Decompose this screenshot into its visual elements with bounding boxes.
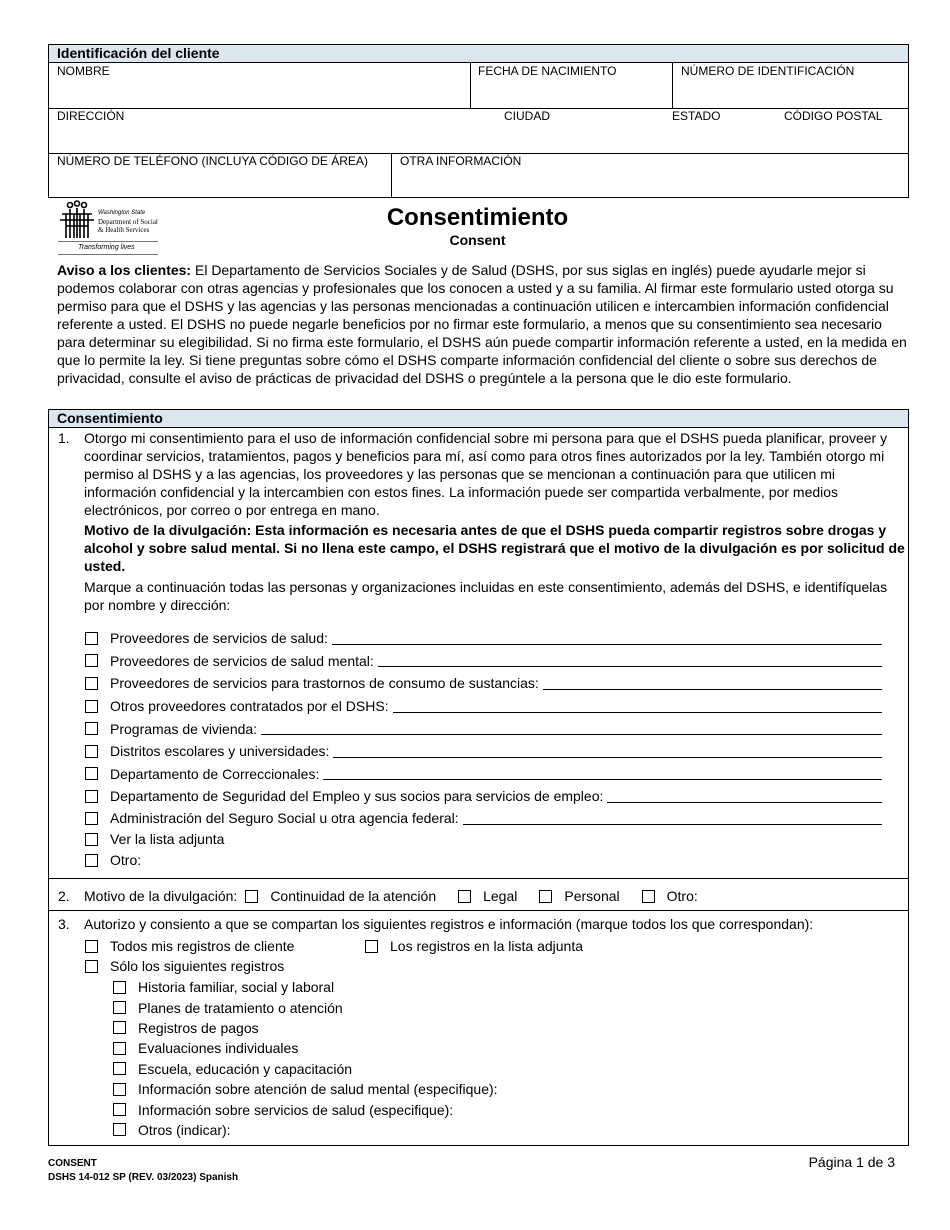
divider [672,63,673,109]
item1-number: 1. [58,430,70,446]
record-type-checkbox[interactable] [113,1021,126,1034]
record-type-checkbox[interactable] [113,1042,126,1055]
id-number-field[interactable] [678,80,903,106]
other-reason-label: Otro: [666,888,698,904]
zip-label: CÓDIGO POSTAL [784,109,883,123]
recipient-fill-line[interactable] [378,654,882,667]
divider [48,910,909,911]
other-info-label: OTRA INFORMACIÓN [400,154,522,168]
personal-label: Personal [564,888,620,904]
item3-text: Autorizo y consiento a que se compartan los siguientes registros e información (marque todos los que correspondan): [84,916,814,932]
name-field[interactable] [54,80,464,106]
recipient-fill-line[interactable] [607,790,882,803]
disclosure-reason-row [84,887,698,905]
dob-label: FECHA DE NACIMIENTO [478,64,617,78]
recipient-option [85,808,882,829]
record-type-checkbox[interactable] [113,1001,126,1014]
disclosure-reason-label: Motivo de la divulgación: [84,888,238,904]
legal-label: Legal [483,888,518,904]
recipient-list [85,627,882,871]
state-label: ESTADO [672,109,721,123]
record-type-option [113,997,498,1017]
recipient-checkbox[interactable] [85,833,98,846]
record-type-label: Historia familiar, social y laboral [138,979,335,996]
recipient-fill-line[interactable] [261,722,882,735]
address-field[interactable] [54,124,903,150]
recipient-checkbox[interactable] [85,745,98,758]
recipient-option [85,850,882,871]
recipient-option [85,695,882,718]
record-type-label: Planes de tratamiento o atención [138,999,343,1016]
notice-lead: Aviso a los clientes: [57,262,192,278]
record-type-checkbox[interactable] [113,1062,126,1075]
item3-number: 3. [58,916,70,932]
city-label: CIUDAD [504,109,551,123]
recipient-checkbox[interactable] [85,790,98,803]
record-type-label: Otros (indicar): [138,1121,231,1138]
recipient-checkbox[interactable] [85,854,98,867]
recipient-checkbox[interactable] [85,677,98,690]
attached-records-checkbox[interactable] [365,940,378,953]
recipient-label: Programas de vivienda: [110,720,258,737]
footer-form-number: DSHS 14-012 SP (REV. 03/2023) Spanish [48,1172,239,1183]
recipient-label: Administración del Seguro Social u otra agencia federal: [110,810,459,827]
page-title: Consentimiento [386,204,569,231]
other-reason-checkbox[interactable] [642,890,655,903]
phone-label: NÚMERO DE TELÉFONO (INCLUYA CÓDIGO DE ÁREA) [57,154,368,168]
recipient-label: Distritos escolares y universidades: [110,743,330,760]
recipient-checkbox[interactable] [85,654,98,667]
address-label: DIRECCIÓN [57,109,125,123]
recipient-label: Otros proveedores contratados por el DSHS: [110,698,389,715]
personal-checkbox[interactable] [539,890,552,903]
attached-records-label: Los registros en la lista adjunta [390,938,583,954]
recipient-option [85,717,882,740]
only-following-label: Sólo los siguientes registros [110,958,285,974]
logo-line1: Washington State [98,210,146,216]
id-number-label: NÚMERO DE IDENTIFICACIÓN [681,64,855,78]
name-label: NOMBRE [57,64,110,78]
footer-form-name: CONSENT [48,1158,97,1169]
record-type-label: Evaluaciones individuales [138,1040,299,1057]
recipient-option [85,763,882,786]
record-type-list [113,977,498,1140]
all-records-option [85,937,294,955]
only-following-option [85,957,284,975]
recipient-checkbox[interactable] [85,767,98,780]
record-type-option [113,1120,498,1140]
recipient-option [85,627,882,650]
dob-field[interactable] [476,80,666,106]
record-type-checkbox[interactable] [113,1083,126,1096]
phone-field[interactable] [54,170,384,196]
logo-line3: & Health Services [98,226,150,234]
divider [48,108,909,109]
page-subtitle: Consent [449,232,506,248]
recipient-label: Departamento de Correccionales: [110,765,320,782]
item2-number: 2. [58,888,70,904]
item1-bold-text: Motivo de la divulgación: Esta información es necesaria antes de que el DSHS pueda compartir registros sobre drogas y alcohol y sobre salud mental. Si no llena este campo, el DSHS registrará que el motivo de la divulgación es por solicitud de usted. [84,522,905,574]
recipient-label: Proveedores de servicios de salud: [110,630,328,647]
record-type-label: Información sobre atención de salud mental (especifique): [138,1081,498,1098]
continuity-label: Continuidad de la atención [270,888,437,904]
logo-rule [58,254,158,255]
other-info-field[interactable] [397,170,903,196]
notice-body: El Departamento de Servicios Sociales y de Salud (DSHS, por sus siglas en inglés) puede ayudarle mejor si podemos colaborar con otras agencias y profesionales que los conocen a usted y a su familia. Al firmar este formulario usted otorga su permiso para que el DSHS y las agencias y las personas mencionadas a continuación utilicen e intercambien información confidencial referente a usted. El DSHS no puede negarle beneficios por no firmar este formulario, a menos que su consentimiento sea necesario para determinar su elegibilidad. Si no firma este formulario, el DSHS aún puede compartir información referente a usted, en la medida en que lo permite la ley. Si tiene preguntas sobre cómo el DSHS comparte información confidencial del cliente o sobre sus derechos de privacidad, consulte el aviso de prácticas de privacidad del DSHS o pregúntele a la persona que le dio este formulario. [57,262,907,386]
record-type-option [113,1018,498,1038]
recipient-option [85,672,882,695]
page-number: Página 1 de 3 [808,1154,895,1170]
recipient-option [85,650,882,673]
recipient-checkbox[interactable] [85,700,98,713]
all-records-checkbox[interactable] [85,940,98,953]
record-type-option [113,1099,498,1119]
record-type-label: Registros de pagos [138,1019,259,1036]
recipient-checkbox[interactable] [85,812,98,825]
recipient-label: Departamento de Seguridad del Empleo y sus socios para servicios de empleo: [110,788,604,805]
logo-line2: Department of Social [98,218,158,226]
record-type-option [113,977,498,997]
recipient-label: Ver la lista adjunta [110,831,225,848]
recipient-label: Proveedores de servicios de salud mental: [110,652,374,669]
recipient-checkbox[interactable] [85,722,98,735]
recipient-option [85,829,882,850]
record-type-option [113,1038,498,1058]
legal-checkbox[interactable] [458,890,471,903]
recipient-fill-line[interactable] [333,745,882,758]
recipient-fill-line[interactable] [543,677,882,690]
all-records-label: Todos mis registros de cliente [110,938,295,954]
record-type-checkbox[interactable] [113,1123,126,1136]
client-id-header: Identificación del cliente [48,44,909,63]
only-following-checkbox[interactable] [85,960,98,973]
recipient-label: Otro: [110,852,142,869]
consent-header: Consentimiento [48,409,909,428]
record-type-option [113,1059,498,1079]
recipient-fill-line[interactable] [393,700,882,713]
recipient-option [85,785,882,808]
item1-instructions: Marque a continuación todas las personas y organizaciones incluidas en este consentimiento, además del DSHS, e identifíquelas por nombre y dirección: [84,579,888,613]
recipient-fill-line[interactable] [463,812,882,825]
divider [48,878,909,879]
record-type-checkbox[interactable] [113,1103,126,1116]
divider [391,153,392,198]
recipient-label: Proveedores de servicios para trastornos de consumo de sustancias: [110,675,539,692]
client-notice [57,261,907,387]
divider [470,63,471,109]
record-type-checkbox[interactable] [113,981,126,994]
recipient-option [85,740,882,763]
attached-records-option [365,937,583,955]
continuity-checkbox[interactable] [245,890,258,903]
recipient-fill-line[interactable] [323,767,882,780]
logo-tagline: Transforming lives [78,244,135,251]
record-type-label: Información sobre servicios de salud (especifique): [138,1101,454,1118]
recipient-fill-line[interactable] [332,632,882,645]
item1-text: Otorgo mi consentimiento para el uso de información confidencial sobre mi persona para que el DSHS pueda planificar, proveer y coordinar servicios, tratamientos, pagos y beneficios para mí, así como para otros fines autorizados por la ley. También otorgo mi permiso al DSHS y a las agencias, los proveedores y las personas que se mencionan a continuación para que utilicen mi información confidencial y la intercambien con estos fines. La información puede ser compartida verbalmente, por medios electrónicos, por correo o por entrega en mano. [84,430,888,518]
record-type-label: Escuela, educación y capacitación [138,1060,353,1077]
recipient-checkbox[interactable] [85,632,98,645]
record-type-option [113,1079,498,1099]
